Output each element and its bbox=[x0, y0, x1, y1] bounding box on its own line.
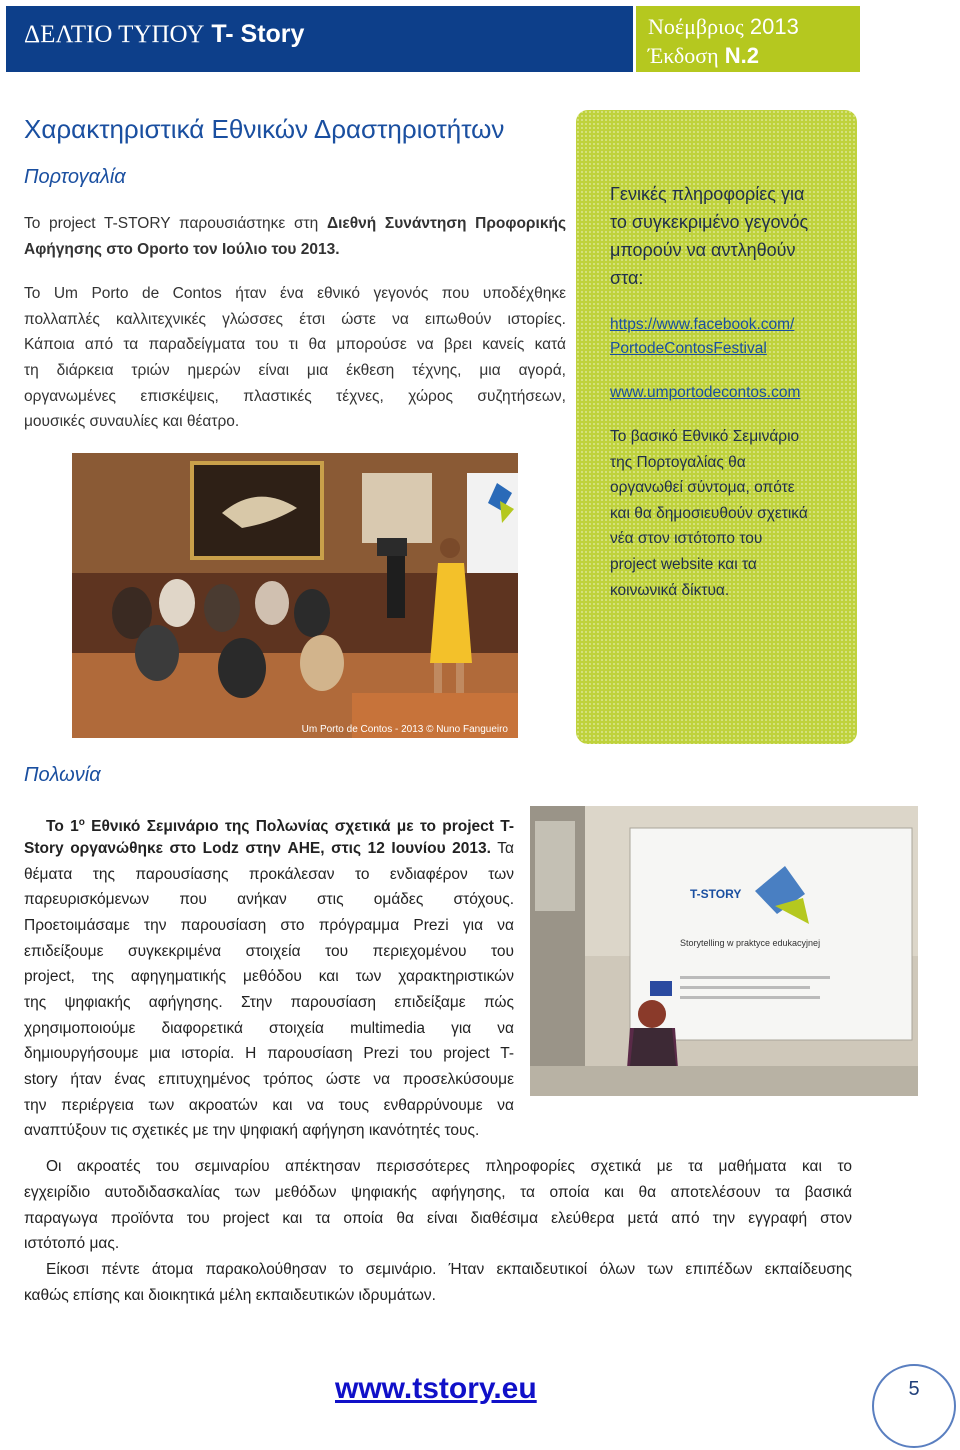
section-heading-poland: Πολωνία bbox=[24, 764, 101, 786]
info-paragraph-line: και θα δημοσιευθούν σχετικά bbox=[610, 504, 808, 522]
poland-p2-line: εγχειρίδιο αυτοδιδασκαλίας των μεθόδων ψηφιακής αφήγησης, τα οποία και θα αποτελέσουν τα βασικά bbox=[24, 1184, 852, 1201]
portugal-paragraph-line: πολλαπλές καλλιτεχνικές γλώσσες έτσι ώστε να ειπωθούν ιστορίες. bbox=[24, 311, 566, 328]
poland-line-1-pre: Το 1 bbox=[46, 818, 79, 836]
website-link[interactable]: www.umportodecontos.com bbox=[610, 384, 801, 401]
issue-edition bbox=[648, 43, 759, 69]
info-paragraph-line: οργανωθεί σύντομα, οπότε bbox=[610, 479, 795, 497]
portugal-intro-bold: Διεθνή Συνάντηση Προφορικής bbox=[326, 215, 566, 232]
section-heading-portugal: Πορτογαλία bbox=[24, 166, 126, 188]
poland-p2-line: παραγωγα προϊόντα του project και τα οποία θα είναι διαθέσιμα ελεύθερα μετά από την εγγραφή στον bbox=[24, 1210, 852, 1227]
poland-paragraph-line: της ψηφιακής αφήγησης. Στην παρουσίαση επιδείξαμε πώς bbox=[24, 994, 514, 1011]
facebook-link[interactable] bbox=[610, 313, 850, 361]
edition-label: Έκδοση bbox=[648, 43, 719, 68]
poland-paragraph-line: project, της αφηγηματικής μεθόδου και των χαρακτηριστικών bbox=[24, 968, 514, 985]
portugal-paragraph-line: Το Um Porto de Contos ήταν ένα εθνικό γεγονός που υποδέχθηκε bbox=[24, 285, 566, 302]
poland-paragraph-line: επιδείξουμε συγκεκριμένα στοιχεία του περιεχομένου του bbox=[24, 943, 514, 960]
poland-paragraph-line: την περιέργεια των ακροατών και να τους ενθαρρύνουμε να bbox=[24, 1097, 514, 1114]
portugal-paragraph-line: Κάποια από τα παραδείγματα του τι θα μπορούσε να βρει κανείς κατά bbox=[24, 336, 566, 353]
event-photo-illustration bbox=[72, 453, 518, 738]
poland-p3-line: καθώς επίσης και διοικητικά μέλη εκπαιδευτικών ιδρυμάτων. bbox=[24, 1287, 436, 1304]
info-heading-line: μπορούν να αντληθούν bbox=[610, 240, 796, 260]
poland-paragraph-line: story ήταν ένας επιτυχημένος τρόπος ώστε να προσελκύσουμε bbox=[24, 1071, 514, 1088]
poland-paragraph-line: Προετοιμάσαμε την παρουσίαση στο πρόγραμμα Prezi για να bbox=[24, 917, 514, 934]
portugal-intro-line-2 bbox=[24, 240, 566, 260]
poland-p3-line: Είκοσι πέντε άτομα παρακολούθησαν το σεμινάριο. Ήταν εκπαιδευτικοί όλων των επιπέδων εκπαίδευσης bbox=[46, 1261, 852, 1278]
ordinal-superscript: ο bbox=[78, 817, 85, 828]
info-paragraph-line: της Πορτογαλίας θα bbox=[610, 453, 746, 471]
info-paragraph-line: κοινωνικά δίκτυα. bbox=[610, 581, 730, 599]
info-box-paragraph bbox=[610, 424, 850, 603]
info-paragraph-line: Το βασικό Εθνικό Σεμινάριο bbox=[610, 428, 800, 445]
issue-date bbox=[648, 14, 799, 40]
poland-paragraph-line: παρευρισκόμενων που ανήκαν στις ομάδες στόχους. bbox=[24, 891, 514, 908]
info-heading-line: στα: bbox=[610, 268, 644, 288]
issue-month: Νοέμβριος bbox=[648, 14, 744, 39]
poland-line-1-post: Εθνικό Σεμινάριο της Πολωνίας σχετικά με το project T- bbox=[84, 818, 514, 836]
event-photo-porto bbox=[72, 453, 518, 738]
title-greek: ΔΕΛΤΙΟ ΤΥΠΟΥ bbox=[24, 21, 205, 48]
portugal-paragraph-line: μουσικές συναυλίες και θέατρο. bbox=[24, 413, 240, 430]
slide-subtitle-text: Storytelling w praktyce edukacyjnej bbox=[680, 938, 821, 948]
portugal-intro-line-1 bbox=[24, 214, 566, 234]
portugal-intro-text: Το project T-STORY παρουσιάστηκε στη bbox=[24, 215, 327, 232]
seminar-photo-lodz bbox=[530, 806, 918, 1096]
poland-line-2-rest: Τα bbox=[490, 840, 514, 857]
poland-p2-line: ιστότοπό μας. bbox=[24, 1235, 120, 1252]
portugal-paragraph-line: τη διάρκεια τριών ημερών είναι μια έκθεση τέχνης, μια αγορά, bbox=[24, 362, 566, 379]
newsletter-title bbox=[24, 20, 304, 49]
portugal-intro-bold-2: Αφήγησης στο Oporto τον Ιούλιο του 2013. bbox=[24, 241, 340, 258]
page-number: 5 bbox=[908, 1378, 920, 1400]
facebook-link-line-1[interactable]: https://www.facebook.com/ bbox=[610, 316, 795, 333]
page-number-circle bbox=[872, 1364, 956, 1448]
poland-line-1 bbox=[46, 813, 514, 837]
facebook-link-line-2[interactable]: PortodeContosFestival bbox=[610, 340, 767, 357]
title-brand: T- Story bbox=[211, 20, 305, 48]
info-paragraph-line: project website και τα bbox=[610, 555, 757, 573]
page-title: Χαρακτηριστικά Εθνικών Δραστηριοτήτων bbox=[24, 114, 505, 144]
info-box-heading bbox=[610, 180, 850, 292]
seminar-photo-illustration bbox=[530, 806, 918, 1096]
poland-paragraph-line: δημιουργήσουμε μια ιστορία. Η παρουσίαση Prezi του project T- bbox=[24, 1045, 514, 1062]
poland-paragraph-line: θέματα της παρουσίασης προκάλεσαν το ενδιαφέρον των bbox=[24, 866, 514, 883]
poland-paragraph-line: χρησιμοποιούμε διαφορετικά στοιχεία multimedia για να bbox=[24, 1020, 514, 1037]
info-heading-line: το συγκεκριμένο γεγονός bbox=[610, 212, 809, 232]
photo-caption: Um Porto de Contos - 2013 © Nuno Fangueiro bbox=[301, 724, 508, 735]
info-paragraph-line: νέα στον ιστότοπο του bbox=[610, 530, 763, 548]
footer-website-link[interactable]: www.tstory.eu bbox=[335, 1372, 537, 1405]
poland-p2-line: Οι ακροατές του σεμιναρίου απέκτησαν περισσότερες πληροφορίες σχετικά με τα μαθήματα και το bbox=[46, 1158, 852, 1175]
poland-line-2 bbox=[24, 839, 514, 859]
portugal-paragraph-line: οργανωμένες επισκέψεις, πλαστικές τέχνες, χώρος συζητήσεων, bbox=[24, 388, 566, 405]
info-heading-line: Γενικές πληροφορίες για bbox=[610, 184, 805, 204]
edition-number: N.2 bbox=[724, 43, 759, 68]
poland-line-2-bold: Story οργανώθηκε στο Lodz στην AHE, στις 12 Ιουνίου 2013. bbox=[24, 840, 491, 857]
issue-year: 2013 bbox=[749, 14, 799, 39]
slide-brand-text: T-STORY bbox=[690, 887, 742, 901]
poland-paragraph-line: αναπτύξουν τις σχετικές με την ψηφιακή αφήγηση ικανότητές τους. bbox=[24, 1122, 480, 1139]
